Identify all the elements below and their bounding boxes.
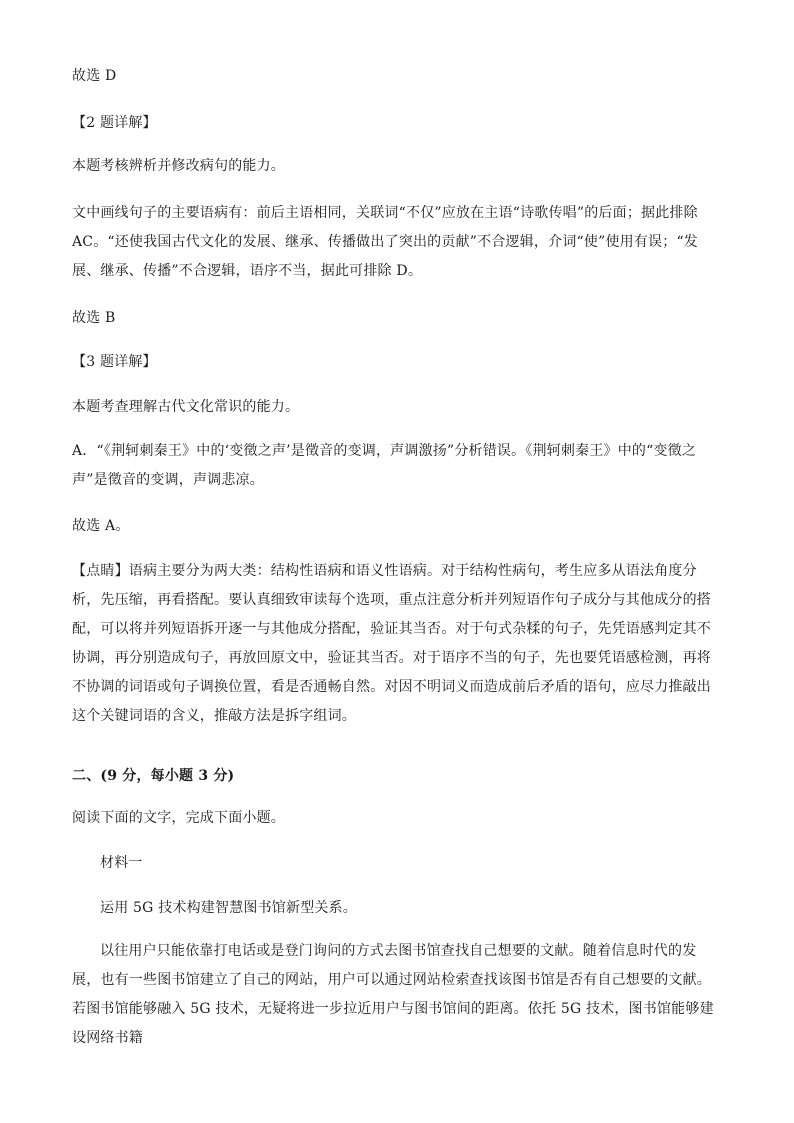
q3-explanation: A．“《荆轲刺秦王》中的‘变徵之声’是徵音的变调，声调激扬”分析错误。《荆轲刺秦王》中的“变徵之声”是徵音的变调，声调悲凉。: [72, 443, 697, 488]
note-paragraph: 【点睛】语病主要分为两大类：结构性语病和语义性语病。对于结构性病句，考生应多从语法角度分析，先压缩，再看搭配。要认真细致审读每个选项，重点注意分析并列短语作句子成分与其他成分的搭配，可以将并列短语拆开逐一与其他成分搭配，验证其当否。对于句式杂糅的句子，先凭语感判定其不协调，再分别造成句子，再放回原文中，验证其当否。对于语序不当的句子，先也要凭语感检测，再将不协调的词语或句子调换位置，看是否通畅自然。对因不明词义而造成前后矛盾的语句，应尽力推敲出这个关键词语的含义，推敲方法是拆字组词。: [72, 563, 711, 724]
section-heading-q3: 【3 题详解】: [72, 354, 157, 370]
material-one-body: 以往用户只能依靠打电话或是登门询问的方式去图书馆查找自己想要的文献。随着信息时代的发展，也有一些图书馆建立了自己的网站，用户可以通过网站检索查找该图书馆是否有自己想要的文献。若图书馆能够融入 5G 技术，无疑将进一步拉近用户与图书馆间的距离。依托 5G 技术，图书馆能够建设网络书籍: [72, 943, 714, 1046]
q2-explanation: 文中画线句子的主要语病有：前后主语相同，关联词“不仅”应放在主语“诗歌传唱”的后面；据此排除 AC。“还使我国古代文化的发展、继承、传播做出了突出的贡献”不合逻辑，介词“使”使用有误；“发展、继承、传播”不合逻辑，语序不当，据此可排除 D。: [72, 205, 699, 279]
material-one-label: 材料一: [100, 855, 143, 871]
section-heading-q2: 【2 题详解】: [72, 115, 157, 131]
q3-intro: 本题考查理解古代文化常识的能力。: [72, 399, 300, 415]
section-two-heading: 二、(9 分，每小题 3 分): [72, 768, 235, 784]
reading-instruction: 阅读下面的文字，完成下面小题。: [72, 810, 285, 826]
answer-line-b: 故选 B: [72, 310, 116, 326]
material-one-title: 运用 5G 技术构建智慧图书馆新型关系。: [100, 900, 357, 916]
answer-line-d: 故选 D: [72, 68, 117, 84]
answer-line-a: 故选 A。: [72, 518, 130, 534]
q2-intro: 本题考核辨析并修改病句的能力。: [72, 158, 285, 174]
